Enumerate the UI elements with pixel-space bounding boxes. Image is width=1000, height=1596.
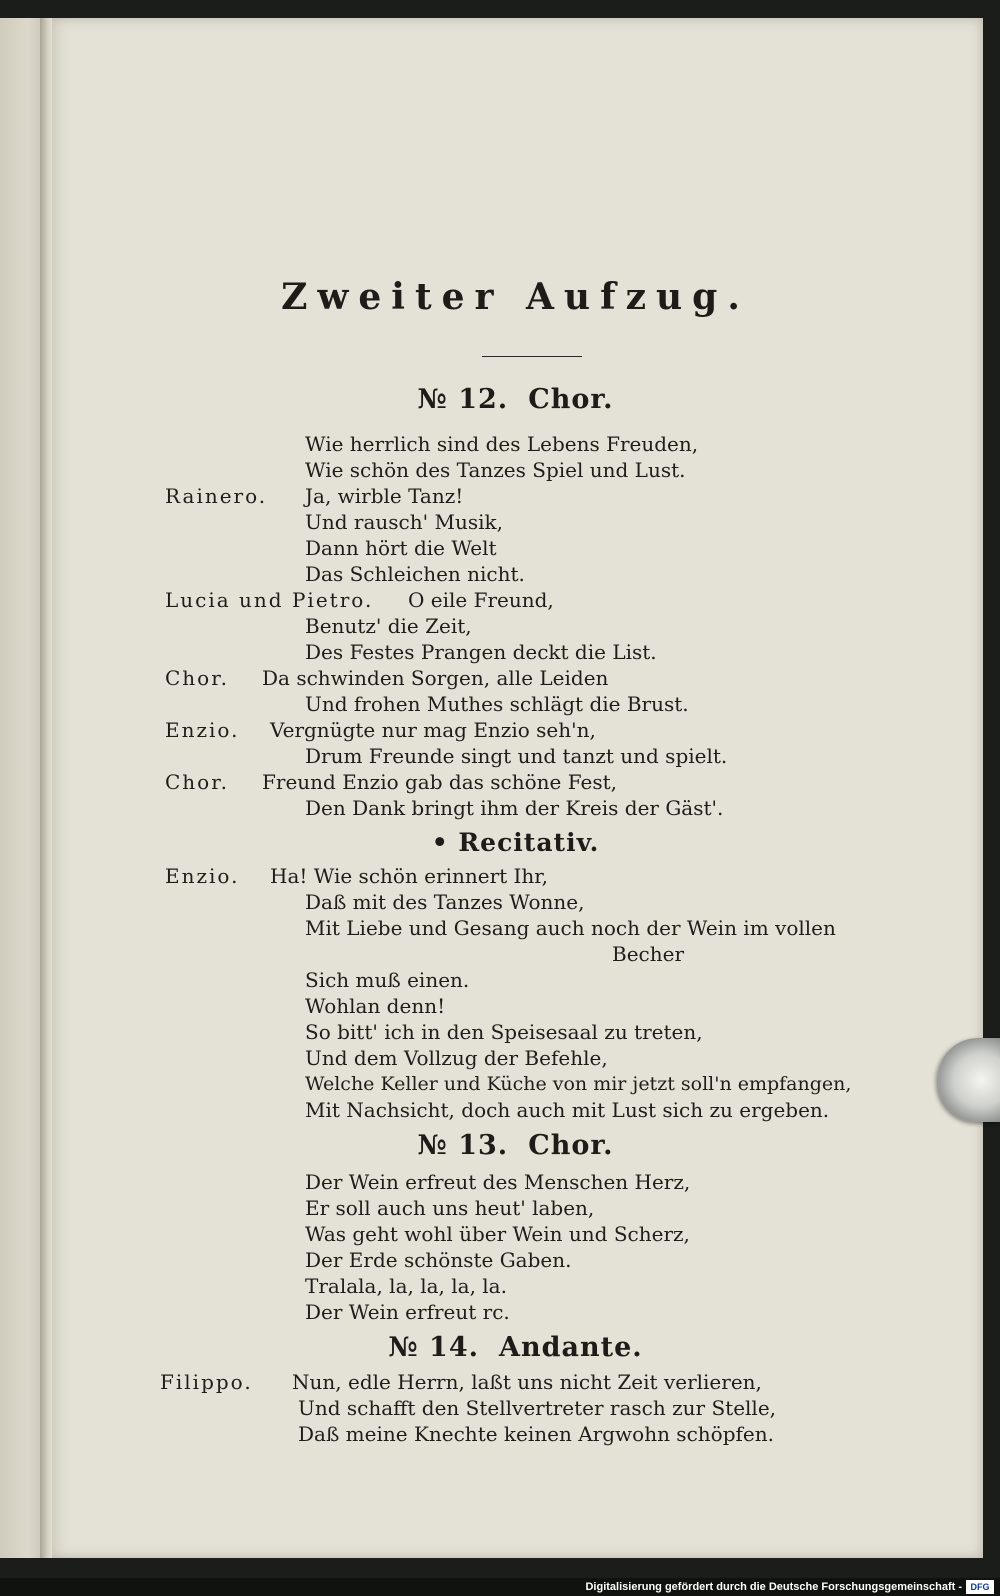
text-line: O eile Freund, bbox=[408, 588, 554, 612]
text-line: Und schafft den Stellvertreter rasch zur Stelle, bbox=[298, 1396, 777, 1420]
number-type: Andante. bbox=[499, 1332, 643, 1363]
text-line: Freund Enzio gab das schöne Fest, bbox=[262, 770, 617, 794]
number-label: № 13. bbox=[417, 1130, 509, 1161]
text-line: Ja, wirble Tanz! bbox=[305, 484, 464, 508]
text-line: Des Festes Prangen deckt die List. bbox=[305, 640, 657, 664]
text-line: Welche Keller und Küche von mir jetzt soll'n empfangen, bbox=[305, 1073, 852, 1095]
speaker-name: Rainero. bbox=[165, 484, 268, 508]
number-14-heading bbox=[48, 1332, 983, 1363]
text-line: Mit Liebe und Gesang auch noch der Wein im vollen bbox=[305, 916, 836, 940]
text-line: Daß meine Knechte keinen Argwohn schöpfen. bbox=[298, 1422, 774, 1446]
text-line: Der Wein erfreut rc. bbox=[305, 1300, 510, 1324]
text-line: Wie schön des Tanzes Spiel und Lust. bbox=[305, 458, 686, 482]
text-line: Da schwinden Sorgen, alle Leiden bbox=[262, 666, 609, 690]
text-line: Nun, edle Herrn, laßt uns nicht Zeit verlieren, bbox=[292, 1370, 762, 1394]
dfg-logo-icon: DFG bbox=[966, 1580, 994, 1594]
text-line: Was geht wohl über Wein und Scherz, bbox=[305, 1222, 690, 1246]
text-line: Der Erde schönste Gaben. bbox=[305, 1248, 572, 1272]
speaker-name: Chor. bbox=[165, 770, 229, 794]
text-line: Und dem Vollzug der Befehle, bbox=[305, 1046, 608, 1070]
text-line: Und rausch' Musik, bbox=[305, 510, 503, 534]
speaker-name: Filippo. bbox=[160, 1370, 253, 1394]
text-line: Den Dank bringt ihm der Kreis der Gäst'. bbox=[305, 796, 724, 820]
text-line: Wohlan denn! bbox=[305, 994, 446, 1018]
recitativ-heading: • Recitativ. bbox=[431, 828, 600, 857]
act-title: Zweiter Aufzug. bbox=[281, 276, 750, 318]
text-line: Benutz' die Zeit, bbox=[305, 614, 472, 638]
text-line: Ha! Wie schön erinnert Ihr, bbox=[270, 864, 549, 888]
text-line: Dann hört die Welt bbox=[305, 536, 497, 560]
text-line: Sich muß einen. bbox=[305, 968, 470, 992]
speaker-name: Enzio. bbox=[165, 864, 240, 888]
text-line: Vergnügte nur mag Enzio seh'n, bbox=[270, 718, 596, 742]
number-label: № 14. bbox=[388, 1332, 480, 1363]
book-gutter bbox=[40, 18, 52, 1558]
text-line: Daß mit des Tanzes Wonne, bbox=[305, 890, 585, 914]
speaker-name: Enzio. bbox=[165, 718, 240, 742]
number-label: № 12. bbox=[417, 384, 509, 415]
text-line: Drum Freunde singt und tanzt und spielt. bbox=[305, 744, 728, 768]
number-12-heading bbox=[48, 384, 983, 415]
text-line: Tralala, la, la, la, la. bbox=[305, 1274, 507, 1298]
text-line: Das Schleichen nicht. bbox=[305, 562, 525, 586]
speaker-name: Lucia und Pietro. bbox=[165, 588, 374, 612]
text-line: Becher bbox=[612, 942, 685, 966]
speaker-name: Chor. bbox=[165, 666, 229, 690]
footer-credit: Digitalisierung gefördert durch die Deutsche Forschungsgemeinschaft - bbox=[585, 1581, 962, 1593]
number-type: Chor. bbox=[528, 1130, 614, 1161]
text-line: Mit Nachsicht, doch auch mit Lust sich zu ergeben. bbox=[305, 1098, 830, 1122]
number-type: Chor. bbox=[528, 384, 614, 415]
title-rule bbox=[482, 356, 582, 357]
text-line: Der Wein erfreut des Menschen Herz, bbox=[305, 1170, 691, 1194]
number-13-heading bbox=[48, 1130, 983, 1161]
text-line: Wie herrlich sind des Lebens Freuden, bbox=[305, 432, 699, 456]
text-line: Und frohen Muthes schlägt die Brust. bbox=[305, 692, 689, 716]
text-line: Er soll auch uns heut' laben, bbox=[305, 1196, 595, 1220]
text-line: So bitt' ich in den Speisesaal zu treten, bbox=[305, 1020, 703, 1044]
